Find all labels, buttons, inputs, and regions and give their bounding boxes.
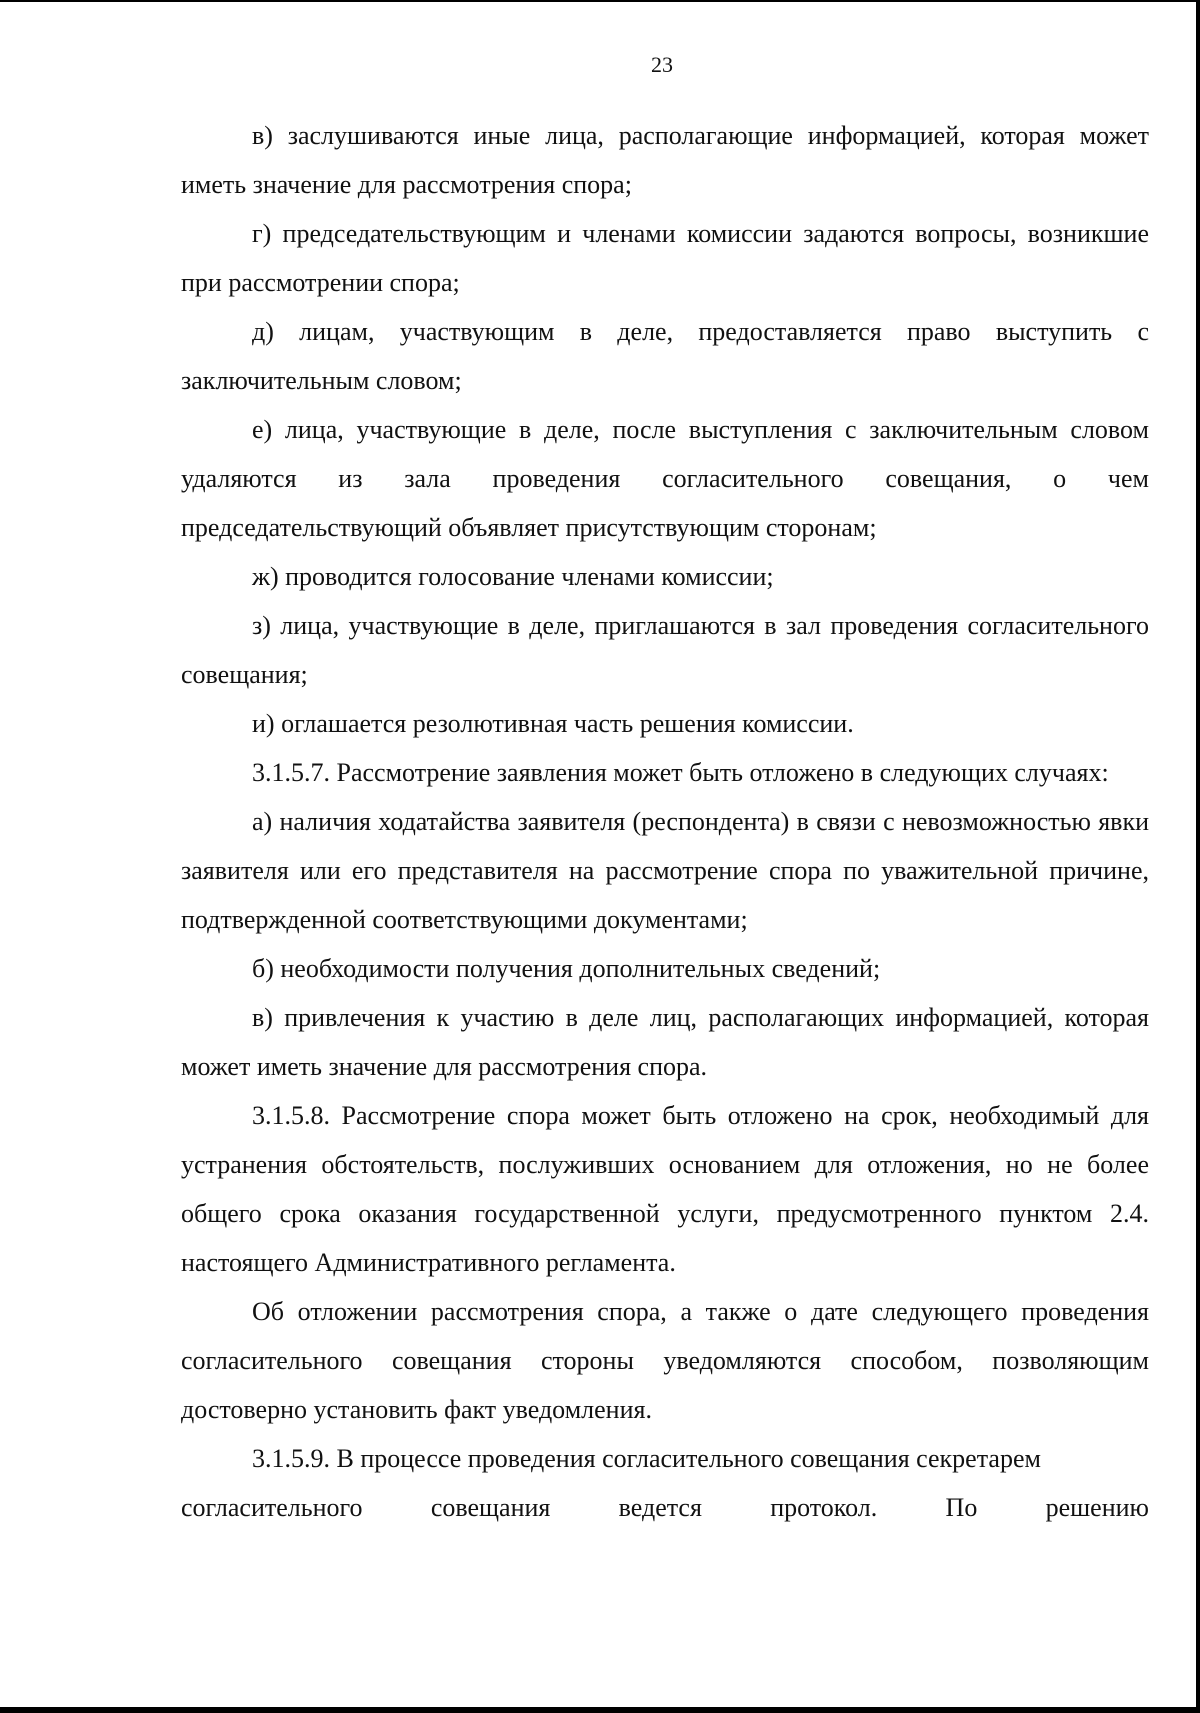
paragraph-a-petition: а) наличия ходатайства заявителя (респондента) в связи с невозможностью явки заявителя или его представителя на рассмотрение спора по уважительной причине, подтвержденной соответствующими документами;: [181, 807, 1149, 934]
word: По: [945, 1493, 978, 1522]
document-body: [181, 111, 1149, 1532]
paragraph-v-heard-persons: в) заслушиваются иные лица, располагающие информацией, которая может иметь значение для рассмотрения спора;: [181, 121, 1149, 199]
scan-border-bottom: [0, 1707, 1200, 1713]
word: совещания: [430, 1493, 551, 1522]
scan-border-top: [0, 0, 1200, 2]
paragraph-z-invitation: з) лица, участвующие в деле, приглашаются в зал проведения согласительного совещания;: [181, 611, 1149, 689]
paragraph-zh-voting: ж) проводится голосование членами комиссии;: [252, 562, 774, 591]
paragraph-v-involvement: в) привлечения к участию в деле лиц, располагающих информацией, которая может иметь значение для рассмотрения спора.: [181, 1003, 1149, 1081]
page-number: 23: [651, 52, 673, 77]
word: согласительного: [181, 1493, 363, 1522]
clause-3-1-5-7: 3.1.5.7. Рассмотрение заявления может быть отложено в следующих случаях:: [252, 758, 1109, 787]
paragraph-e-removal: е) лица, участвующие в деле, после выступления с заключительным словом удаляются из зала проведения согласительного совещания, о чем председательствующий объявляет присутствующим сторонам;: [181, 415, 1149, 542]
paragraph-b-additional-info: б) необходимости получения дополнительных сведений;: [252, 954, 881, 983]
word: решению: [1045, 1493, 1149, 1522]
word: ведется: [618, 1493, 702, 1522]
paragraph-d-closing-word: д) лицам, участвующим в деле, предоставляется право выступить с заключительным словом;: [181, 317, 1149, 395]
clause-3-1-5-9: 3.1.5.9. В процессе проведения согласительного совещания секретарем: [252, 1444, 1041, 1473]
paragraph-g-questions: г) председательствующим и членами комиссии задаются вопросы, возникшие при рассмотрении спора;: [181, 219, 1149, 297]
clause-3-1-5-8: 3.1.5.8. Рассмотрение спора может быть отложено на срок, необходимый для устранения обстоятельств, послуживших основанием для отложения, но не более общего срока оказания государственной услуги, предусмотренного пунктом 2.4. настоящего Административного регламента.: [181, 1101, 1149, 1277]
paragraph-postponement-notice: Об отложении рассмотрения спора, а также о дате следующего проведения согласительного совещания стороны уведомляются способом, позволяющим достоверно установить факт уведомления.: [181, 1297, 1149, 1424]
word: протокол.: [770, 1493, 878, 1522]
scan-border-right: [1196, 0, 1200, 1713]
clause-3-1-5-9-continuation: [181, 1483, 1149, 1532]
paragraph-i-announcement: и) оглашается резолютивная часть решения комиссии.: [252, 709, 854, 738]
